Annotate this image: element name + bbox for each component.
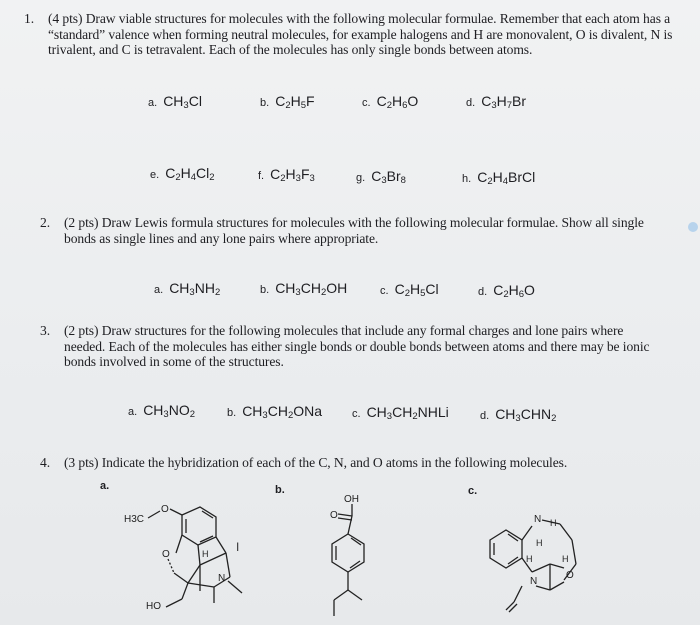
atom-label: HO <box>146 601 161 612</box>
structure-label-b: b. <box>275 484 285 496</box>
atom-label: O <box>162 549 170 560</box>
formula-3d: d. $CH_3CHN_2$ <box>480 406 557 424</box>
atom-label: H3C <box>124 514 145 525</box>
formula-2d: d. $C_2H_6O$ <box>478 282 535 300</box>
formula-1c: c. $C_2H_6O$ <box>362 93 419 111</box>
question-3 <box>40 323 654 370</box>
question-text: (2 pts) Draw structures for the following molecules that include any formal charges and lone pairs where needed. Each of the molecules has either single bonds or double bonds between atoms and there may be ionic bonds involved in some of the structures. <box>64 323 650 369</box>
question-text: (3 pts) Indicate the hybridization of each of the C, N, and O atoms in the following molecules. <box>64 455 568 470</box>
question-2 <box>40 215 664 246</box>
formula-1d: d. $C_3H_7Br$ <box>466 93 527 111</box>
question-4 <box>40 455 664 471</box>
formula-1f: f. $C_2H_3F_3$ <box>258 166 315 184</box>
atom-label: N <box>534 514 542 525</box>
formula-1e: e. $C_2H_4Cl_2$ <box>150 165 215 183</box>
atom-label: O <box>330 510 338 521</box>
atom-label: OH <box>344 494 359 505</box>
structure-b-diagram <box>300 478 390 624</box>
structure-c-diagram <box>478 490 588 616</box>
structure-label-a: a. <box>100 480 110 492</box>
atom-label: H <box>526 554 533 564</box>
formula-3c: c. $CH_3CH_2NHLi$ <box>352 404 449 422</box>
question-text: (2 pts) Draw Lewis formula structures for molecules with the following molecular formulae. Show all single bonds as single lines and any lone pairs where appropriate. <box>64 215 644 246</box>
atom-label: H <box>202 549 209 559</box>
formula-3b: b. $CH_3CH_2ONa$ <box>227 403 323 421</box>
atom-label: N <box>218 573 226 584</box>
formula-2c: c. $C_2H_5Cl$ <box>380 281 439 299</box>
question-number: 2. <box>40 215 50 230</box>
formula-1b: b. $C_2H_5F$ <box>260 93 315 111</box>
formula-2b: b. $CH_3CH_2OH$ <box>260 280 348 298</box>
question-number: 3. <box>40 323 50 338</box>
question-1 <box>24 11 676 58</box>
atom-label: N <box>530 576 538 587</box>
atom-label: O <box>566 570 574 581</box>
structure-label-c: c. <box>468 485 478 497</box>
atom-label: H <box>550 518 557 528</box>
formula-1h: h. $C_2H_4BrCl$ <box>462 169 536 187</box>
formula-1a: a. $CH_3Cl$ <box>148 93 202 111</box>
atom-label: H <box>536 538 543 548</box>
question-text: (4 pts) Draw viable structures for molecules with the following molecular formulae. Remember that each atom has a “standard” valence when forming neutral molecules, for example halogens and H are monovalent, O is divalent, N is trivalent, and C is tetravalent. Each of the molecules has only single bonds between atoms. <box>48 11 673 57</box>
atom-label: H <box>562 554 569 564</box>
formula-2a: a. $CH_3NH_2$ <box>154 280 221 298</box>
highlight-dot <box>688 222 698 232</box>
structure-a-diagram <box>118 495 268 623</box>
atom-label: O <box>161 504 169 515</box>
formula-1g: g. $C_3Br_8$ <box>356 168 406 186</box>
formula-3a: a. $CH_3NO_2$ <box>128 402 196 420</box>
question-number: 4. <box>40 455 50 470</box>
atom-label: I <box>236 540 240 554</box>
question-number: 1. <box>24 11 34 26</box>
